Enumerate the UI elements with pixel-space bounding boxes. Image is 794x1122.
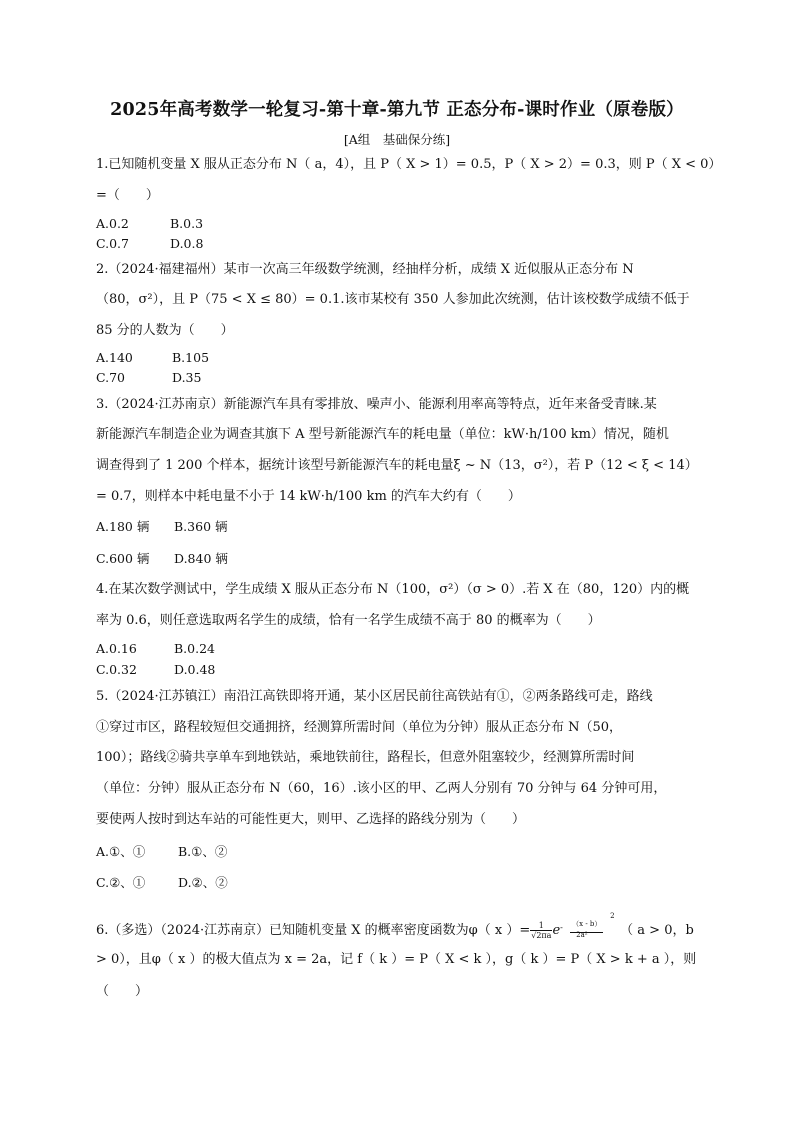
question-3-option-c: C.600 辆 xyxy=(96,551,150,566)
question-5-option-d: D.②、② xyxy=(178,875,228,890)
question-5-text-cont3: （单位：分钟）服从正态分布 N（60，16）.该小区的甲、乙两人分别有 70 分钟与 64 分钟可用， xyxy=(96,781,667,796)
question-4-option-c: C.0.32 xyxy=(96,662,137,677)
question-6-text-cont2: （ ） xyxy=(96,984,149,999)
euler-e: e xyxy=(552,923,561,938)
section-heading: [A组 基础保分练] xyxy=(343,132,451,147)
question-5-option-b: B.①、② xyxy=(178,844,228,859)
question-5-option-a: A.①、① xyxy=(96,844,146,859)
question-5-text-cont4: 要使两人按时到达车站的可能性更大，则甲、乙选择的路线分别为（ ） xyxy=(96,812,526,827)
question-2-option-c: C.70 xyxy=(96,370,125,385)
question-2-text-cont2: 85 分的人数为（ ） xyxy=(96,323,234,338)
density-exponent: - （x - b） 2 2a² xyxy=(560,912,615,939)
question-4-option-d: D.0.48 xyxy=(174,662,216,677)
question-3-text-cont3: = 0.7，则样本中耗电量不小于 14 kW·h/100 km 的汽车大约有（ ） xyxy=(96,489,521,504)
question-2-option-a: A.140 xyxy=(96,350,133,365)
question-4-text-cont: 率为 0.6，则任意选取两名学生的成绩，恰有一名学生成绩不高于 80 的概率为（ ） xyxy=(96,613,601,628)
question-6-text-end: （ a > 0，b xyxy=(620,923,694,938)
question-5-text: 5.（2024·江苏镇江）南沿江高铁即将开通，某小区居民前往高铁站有①，②两条路线可走，路线 xyxy=(96,689,653,704)
question-3-text: 3.（2024·江苏南京）新能源汽车具有零排放、噪声小、能源利用率高等特点，近年来备受青睐.某 xyxy=(96,397,657,412)
question-3-option-a: A.180 辆 xyxy=(96,519,150,534)
question-5-text-cont2: 100）；路线②骑共享单车到地铁站，乘地铁前往，路程长，但意外阻塞较少，经测算所需时间 xyxy=(96,750,635,765)
question-4-option-a: A.0.16 xyxy=(96,641,137,656)
question-6-text-start: 6.（多选）（2024·江苏南京）已知随机变量 X 的概率密度函数为φ（ x ）= xyxy=(96,923,531,938)
question-1-option-a: A.0.2 xyxy=(96,216,129,231)
question-1-option-d: D.0.8 xyxy=(170,236,204,251)
question-3-option-b: B.360 辆 xyxy=(174,519,228,534)
question-2-option-b: B.105 xyxy=(172,350,210,365)
question-6-text xyxy=(96,912,694,940)
question-1-text-cont: =（ ） xyxy=(96,188,159,203)
question-1-text: 1.已知随机变量 X 服从正态分布 N（ a，4），且 P（ X > 1）= 0.5，P（ X > 2）= 0.3，则 P（ X < 0） xyxy=(96,157,722,172)
question-2-text: 2.（2024·福建福州）某市一次高三年级数学统测，经抽样分析，成绩 X 近似服从正态分布 N xyxy=(96,262,634,277)
density-fraction: $\frac{1}{√2\pi a}$ xyxy=(531,921,552,940)
question-4-option-b: B.0.24 xyxy=(174,641,215,656)
question-3-text-cont2: 调查得到了 1 200 个样本，据统计该型号新能源汽车的耗电量ξ ~ N（13，σ²），若 P（12 < ξ < 14） xyxy=(96,458,698,473)
question-2-option-d: D.35 xyxy=(172,370,202,385)
question-2-text-cont1: （80，σ²），且 P（75 < X ≤ 80）= 0.1.该市某校有 350 人参加此次统测，估计该校数学成绩不低于 xyxy=(96,292,690,307)
question-5-option-c: C.②、① xyxy=(96,875,146,890)
question-3-option-d: D.840 辆 xyxy=(174,551,228,566)
question-5-text-cont1: ①穿过市区，路程较短但交通拥挤，经测算所需时间（单位为分钟）服从正态分布 N（50， xyxy=(96,720,623,735)
question-1-option-b: B.0.3 xyxy=(170,216,204,231)
question-6-text-cont1: > 0），且φ（ x ）的极大值点为 x = 2a，记 f（ k ）= P（ X < k ），g（ k ）= P（ X > k + a ），则 xyxy=(96,952,697,967)
question-4-text: 4.在某次数学测试中，学生成绩 X 服从正态分布 N（100，σ²）（σ > 0）.若 X 在（80，120）内的概 xyxy=(96,582,690,597)
question-3-text-cont1: 新能源汽车制造企业为调查其旗下 A 型号新能源汽车的耗电量（单位：kW·h/100 km）情况，随机 xyxy=(96,427,669,442)
page-title: 2025年高考数学一轮复习-第十章-第九节 正态分布-课时作业（原卷版） xyxy=(110,100,684,120)
question-1-option-c: C.0.7 xyxy=(96,236,129,251)
